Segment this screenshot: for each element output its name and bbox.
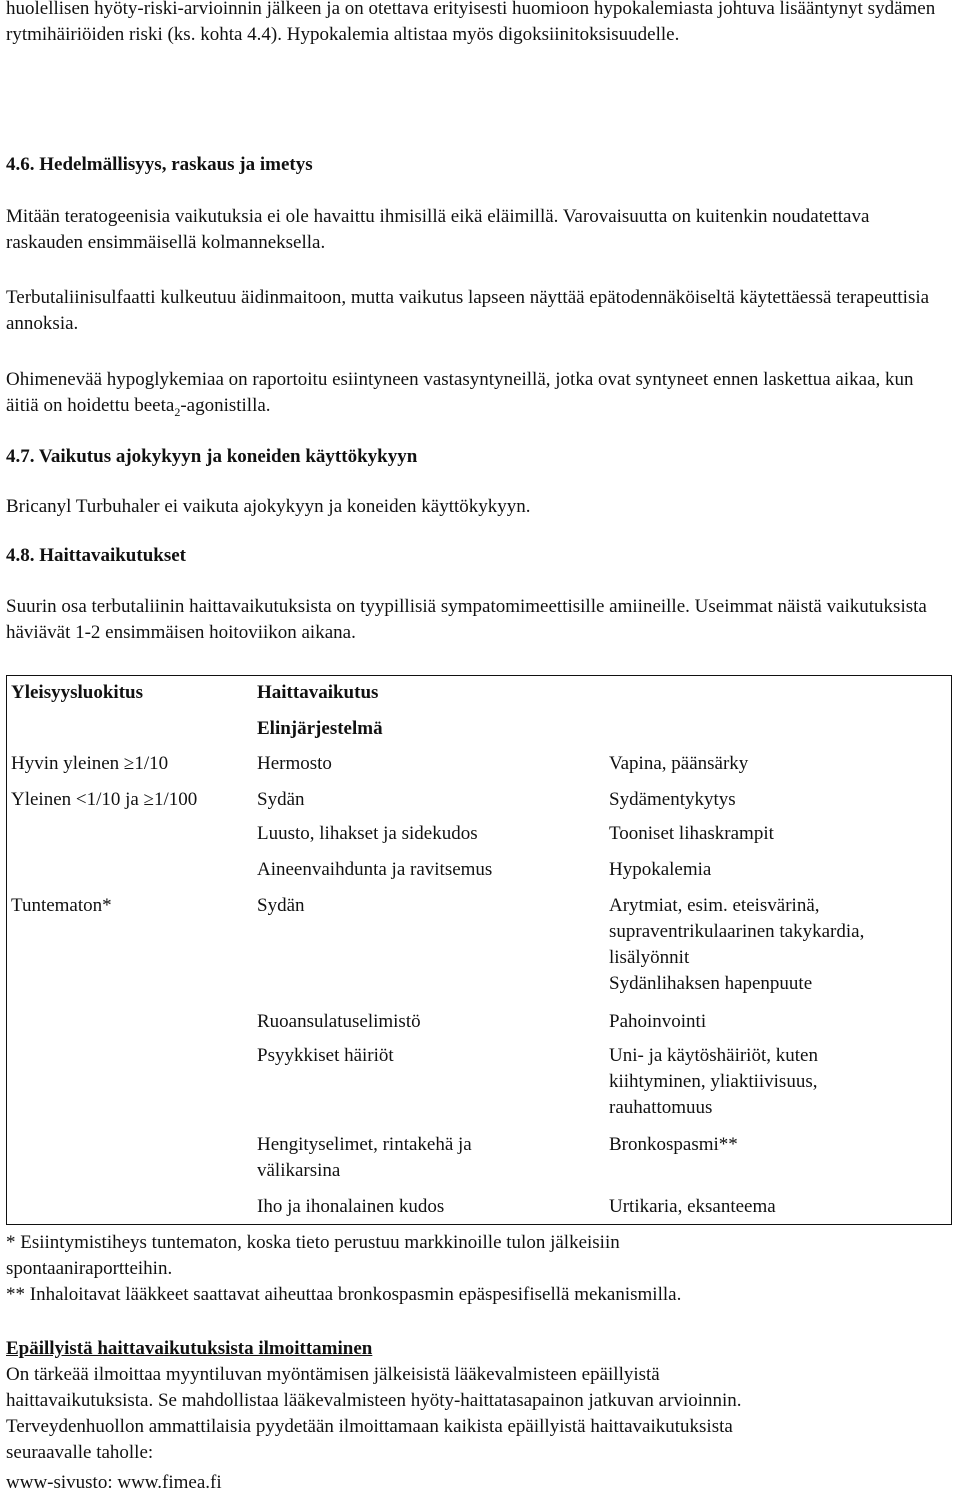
table-cell-effect-line: Uni- ja käytöshäiriöt, kuten xyxy=(609,1045,818,1066)
table-cell-organ: Sydän xyxy=(257,789,305,810)
paragraph-driving: Bricanyl Turbuhaler ei vaikuta ajokykyyn ja koneiden käyttökykyyn. xyxy=(6,496,531,517)
table-cell-organ: Sydän xyxy=(257,895,305,916)
reporting-paragraph xyxy=(6,1362,936,1466)
table-cell-freq: Yleinen <1/10 ja ≥1/100 xyxy=(11,789,198,810)
hypoglycemia-text-b: -agonistilla. xyxy=(180,395,271,416)
table-cell-effect: Urtikaria, eksanteema xyxy=(609,1196,776,1217)
table-cell-organ: Hermosto xyxy=(257,753,332,774)
section-heading-4-8: 4.8. Haittavaikutukset xyxy=(6,545,186,566)
table-header-frequency: Yleisyysluokitus xyxy=(11,682,143,703)
table-cell-effect-line: lisälyönnit xyxy=(609,947,690,968)
intro-paragraph: huolellisen hyöty-riski-arvioinnin jälkeen ja on otettava erityisesti huomioon hypokalemiasta johtuva lisääntynyt sydämen rytmihäiriöiden riski (ks. kohta 4.4). Hypokalemia altistaa myös digoksiinitoksisuudelle. xyxy=(6,0,936,45)
paragraph-hypoglycemia xyxy=(6,367,936,419)
footnote-2: ** Inhaloitavat lääkkeet saattavat aiheuttaa bronkospasmin epäspesifisellä mekanismilla. xyxy=(6,1284,682,1305)
paragraph-teratogenic: Mitään teratogeenisia vaikutuksia ei ole havaittu ihmisillä eikä eläimillä. Varovaisuutta on kuitenkin noudatettava raskauden ensimmäisellä kolmanneksella. xyxy=(6,206,870,253)
table-cell-organ: Ruoansulatuselimistö xyxy=(257,1011,421,1032)
hypoglycemia-text-a: Ohimenevää hypoglykemiaa on raportoitu esiintyneen vastasyntyneillä, jotka ovat syntyneet ennen laskettua aikaa, kun äitiä on hoidettu beeta xyxy=(6,369,914,416)
table-cell-organ-line: välikarsina xyxy=(257,1160,341,1181)
table-cell-effect: Bronkospasmi** xyxy=(609,1134,738,1155)
footnote-1-line: spontaaniraportteihin. xyxy=(6,1258,173,1279)
beta-subscript: 2 xyxy=(174,404,181,419)
reporting-line: haittavaikutuksista. Se mahdollistaa lääkevalmisteen hyöty-haittatasapainon jatkuvan arvioinnin. xyxy=(6,1390,742,1411)
table-cell-freq: Hyvin yleinen ≥1/10 xyxy=(11,753,169,774)
reporting-line: seuraavalle taholle: xyxy=(6,1442,154,1463)
reporting-heading: Epäillyistä haittavaikutuksista ilmoittaminen xyxy=(6,1338,373,1359)
table-cell-effect-line: rauhattomuus xyxy=(609,1097,713,1118)
table-cell-effect: Vapina, päänsärky xyxy=(609,753,749,774)
table-cell-organ: Luusto, lihakset ja sidekudos xyxy=(257,823,478,844)
section-heading-4-7: 4.7. Vaikutus ajokykyyn ja koneiden käyttökykyyn xyxy=(6,446,418,467)
table-cell-effect: Pahoinvointi xyxy=(609,1011,707,1032)
table-footnotes xyxy=(6,1230,936,1308)
reporting-line: Terveydenhuollon ammattilaisia pyydetään ilmoittamaan kaikista epäillyistä haittavaikutuksista xyxy=(6,1416,733,1437)
table-cell-effect: Tooniset lihaskrampit xyxy=(609,823,774,844)
adverse-effects-table xyxy=(6,675,952,1225)
section-heading-4-6: 4.6. Hedelmällisyys, raskaus ja imetys xyxy=(6,154,313,175)
table-cell-organ-line: Hengityselimet, rintakehä ja xyxy=(257,1134,472,1155)
table-header-organ: Elinjärjestelmä xyxy=(257,718,383,739)
table-cell-freq: Tuntematon* xyxy=(11,895,112,916)
table-cell-organ: Psyykkiset häiriöt xyxy=(257,1045,394,1066)
paragraph-side-effects: Suurin osa terbutaliinin haittavaikutuksista on tyypillisiä sympatomimeettisille amiineille. Useimmat näistä vaikutuksista häviävät 1-2 ensimmäisen hoitoviikon aikana. xyxy=(6,596,927,643)
website-line[interactable]: www-sivusto: www.fimea.fi xyxy=(6,1472,222,1493)
table-cell-organ: Iho ja ihonalainen kudos xyxy=(257,1196,445,1217)
table-header-effect: Haittavaikutus xyxy=(257,682,379,703)
table-cell-effect-line: Arytmiat, esim. eteisvärinä, xyxy=(609,895,820,916)
paragraph-breastfeeding: Terbutaliinisulfaatti kulkeutuu äidinmaitoon, mutta vaikutus lapseen näyttää epätodennäköiseltä käytettäessä terapeuttisia annoksia. xyxy=(6,287,930,334)
table-cell-effect-line: Sydänlihaksen hapenpuute xyxy=(609,973,813,994)
table-cell-organ: Aineenvaihdunta ja ravitsemus xyxy=(257,859,493,880)
footnote-1-line: * Esiintymistiheys tuntematon, koska tieto perustuu markkinoille tulon jälkeisiin xyxy=(6,1232,620,1253)
table-cell-effect: Sydämentykytys xyxy=(609,789,736,810)
table-cell-effect-line: kiihtyminen, yliaktiivisuus, xyxy=(609,1071,818,1092)
table-cell-effect: Hypokalemia xyxy=(609,859,712,880)
table-cell-effect-line: supraventrikulaarinen takykardia, xyxy=(609,921,865,942)
reporting-line: On tärkeää ilmoittaa myyntiluvan myöntämisen jälkeisistä lääkevalmisteen epäillyistä xyxy=(6,1364,660,1385)
